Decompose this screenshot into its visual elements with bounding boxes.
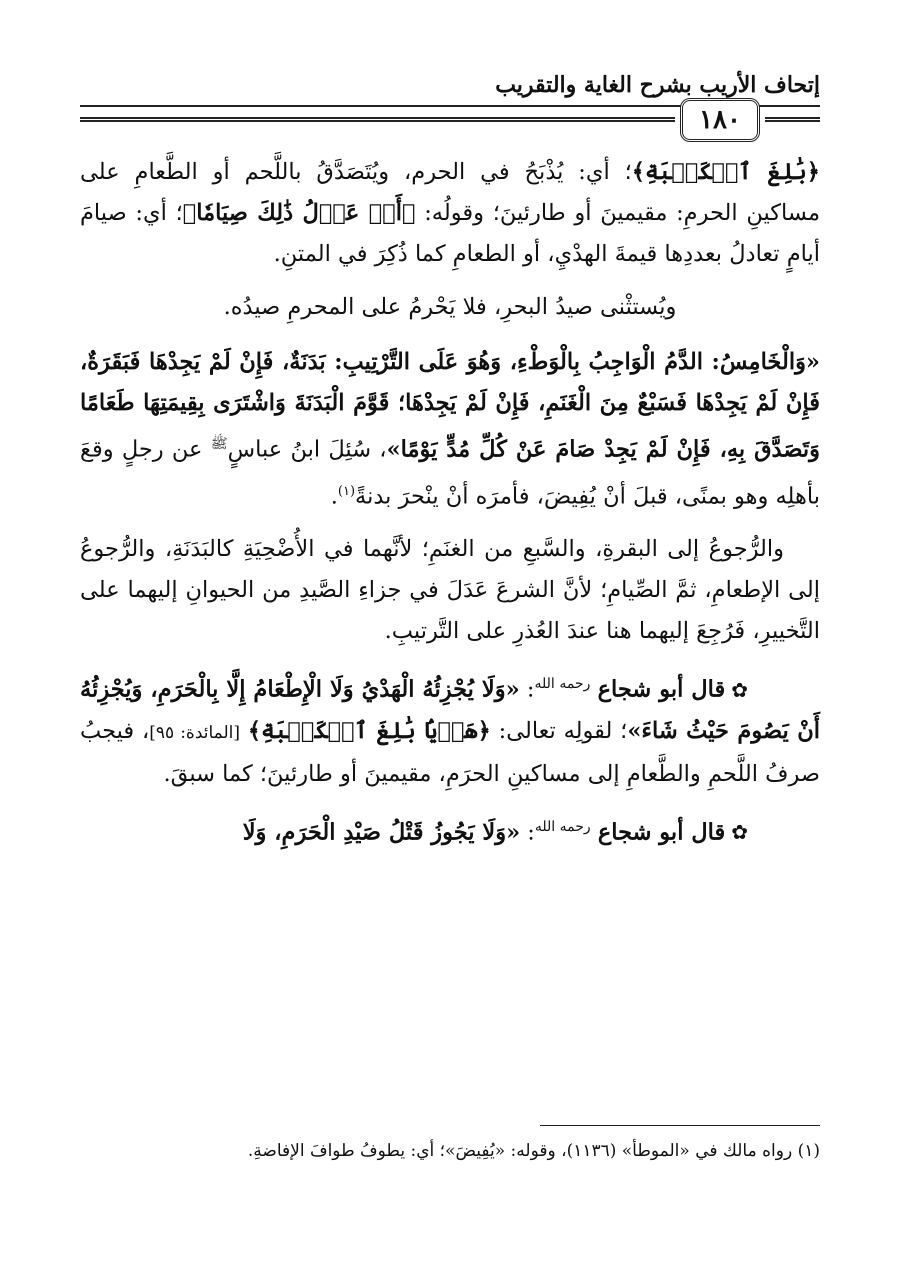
author-name: قال أبو شجاع [597, 676, 726, 703]
paragraph-text: ، سُئِلَ ابنُ عباسٍ [227, 436, 387, 463]
body-text [80, 152, 820, 865]
paragraph-2: ويُستثْنى صيدُ البحرِ، فلا يَحْرمُ على المحرمِ صيدُه. [223, 294, 677, 320]
paragraph-text: . [330, 483, 338, 509]
quran-quote: ﴿هَدۡيَۢا بَٰلِغَ ٱلۡكَعۡبَةِ﴾ [247, 717, 491, 744]
page [80, 60, 820, 1210]
quran-quote: ﴿بَٰلِغَ ٱلۡكَعۡبَةِ﴾ [631, 159, 820, 185]
paragraph-4: والرُّجوعُ إلى البقرةِ، والسَّبعِ من الغنَمِ؛ لأنَّهما في الأُضْحِيَةِ كالبَدَنَةِ، والرُّجوعُ إلى الإطعامِ، ثمَّ الصِّيامِ؛ لأنَّ الشرعَ عَدَلَ في جزاءِ الصَّيدِ من الحيوانِ إليهما على التَّخييرِ، فَرُجِعَ إليهما هنا عندَ العُذرِ على التَّرتيبِ. [80, 536, 820, 644]
paragraph-5: ✿قال أبو شجاع $^{رحمه الله}$: «وَلَا يُجْزِئُهُ الْهَدْيُ وَلَا الْإِطْعَامُ إِلَّا بِالْحَرَمِ، وَيُجْزِئُهُ أَنْ يَصُومَ حَيْثُ شَاءَ»؛ لقولِه تعالى: ﴿هَدۡيَۢا بَٰلِغَ ٱلۡكَعۡبَةِ﴾ [المائدة: ٩٥]، فيجبُ صرفُ اللَّحمِ والطَّعامِ إلى مساكينِ الحرَمِ، مقيمينَ أو طارئينَ؛ كما سبقَ. [80, 664, 820, 795]
matn-text: «وَالْخَامِسُ: الدَّمُ الْوَاجِبُ بِالْوَطْءِ، وَهُوَ عَلَى التَّرْتِيبِ: بَدَنَةٌ، فَإِنْ لَمْ يَجِدْهَا فَبَقَرَةٌ، فَإِنْ لَمْ يَجِدْهَا فَسَبْعٌ مِنَ الْغَنَمِ، فَإِنْ لَمْ يَجِدْهَا؛ قَوَّمَ الْبَدَنَةَ وَاشْتَرَى بِقِيمَتِهَا طَعَامًا وَتَصَدَّقَ بِهِ، فَإِنْ لَمْ يَجِدْ صَامَ عَنْ كُلِّ مُدٍّ يَوْمًا» [80, 349, 821, 463]
paragraph-text: ؛ أي: يُذْبَحُ في الحرم، ويُتَصَدَّقُ باللَّحم أو الطَّعامِ على مساكينِ الحرمِ: مقيمينَ أو طارئينَ؛ وقولُه: [80, 159, 820, 226]
verse-reference: [المائدة: ٩٥] [149, 722, 241, 743]
paragraph-text: ؛ لقولِه تعالى: [490, 717, 628, 744]
paragraph-3 [80, 342, 820, 517]
footnote [80, 1136, 820, 1166]
paragraph-text: ؛ أي: صيامَ أيامٍ تعادلُ بعددِها قيمةَ الهدْيِ، أو الطعامِ كما ذُكِرَ في المتنِ. [80, 200, 820, 267]
paragraph-6: ✿قال أبو شجاع $^{رحمه الله}$: «وَلَا يَجُوزُ قَتْلُ صَيْدِ الْحَرَمِ، وَلَا [80, 807, 820, 854]
footnote-number: (١) [797, 1141, 820, 1161]
matn-text: «وَلَا يُجْزِئُهُ الْهَدْيُ وَلَا الْإِطْعَامُ إِلَّا بِالْحَرَمِ، وَيُجْزِئُهُ أَنْ يَصُومَ حَيْثُ شَاءَ» [80, 676, 821, 744]
paragraph-text: عن رجلٍ وقعَ بأهلِه وهو بمنًى، قبلَ أنْ يُفِيضَ، فأمرَه أنْ ينْحرَ بدنةً [80, 436, 820, 509]
quran-quote: ﴿أَوۡ عَدۡلُ ذَٰلِكَ صِيَامٗا﴾ [182, 200, 416, 226]
flower-icon: ✿ [731, 677, 749, 702]
flower-icon: ✿ [731, 820, 748, 844]
header-double-rule-right [765, 117, 820, 122]
footnote-text: رواه مالك في «الموطأ» (١١٣٦)، وقوله: «يُفِيضَ»؛ أي: يطوفُ طوافَ الإفاضةِ. [247, 1141, 793, 1161]
honorific-mark: رحمه الله [534, 818, 591, 835]
honorific-mark: ﷺ [210, 436, 228, 452]
footnote-divider [540, 1125, 820, 1126]
paragraph-text: ، فيجبُ صرفُ اللَّحمِ والطَّعامِ إلى مساكينِ الحرَمِ، مقيمينَ أو طارئينَ؛ كما سبقَ. [80, 717, 820, 787]
page-number [680, 98, 760, 142]
header-double-rule-left [80, 117, 675, 122]
footnote-marker[interactable]: (١) [337, 483, 356, 499]
paragraph-1 [80, 152, 820, 275]
page-header [80, 60, 820, 140]
book-title: إتحاف الأريب بشرح الغاية والتقريب [495, 72, 820, 98]
author-name: قال أبو شجاع [597, 819, 726, 845]
honorific-mark: رحمه الله [534, 676, 591, 692]
matn-text: «وَلَا يَجُوزُ قَتْلُ صَيْدِ الْحَرَمِ، وَلَا [242, 819, 521, 845]
page-number-text: ١٨٠ [699, 105, 741, 135]
